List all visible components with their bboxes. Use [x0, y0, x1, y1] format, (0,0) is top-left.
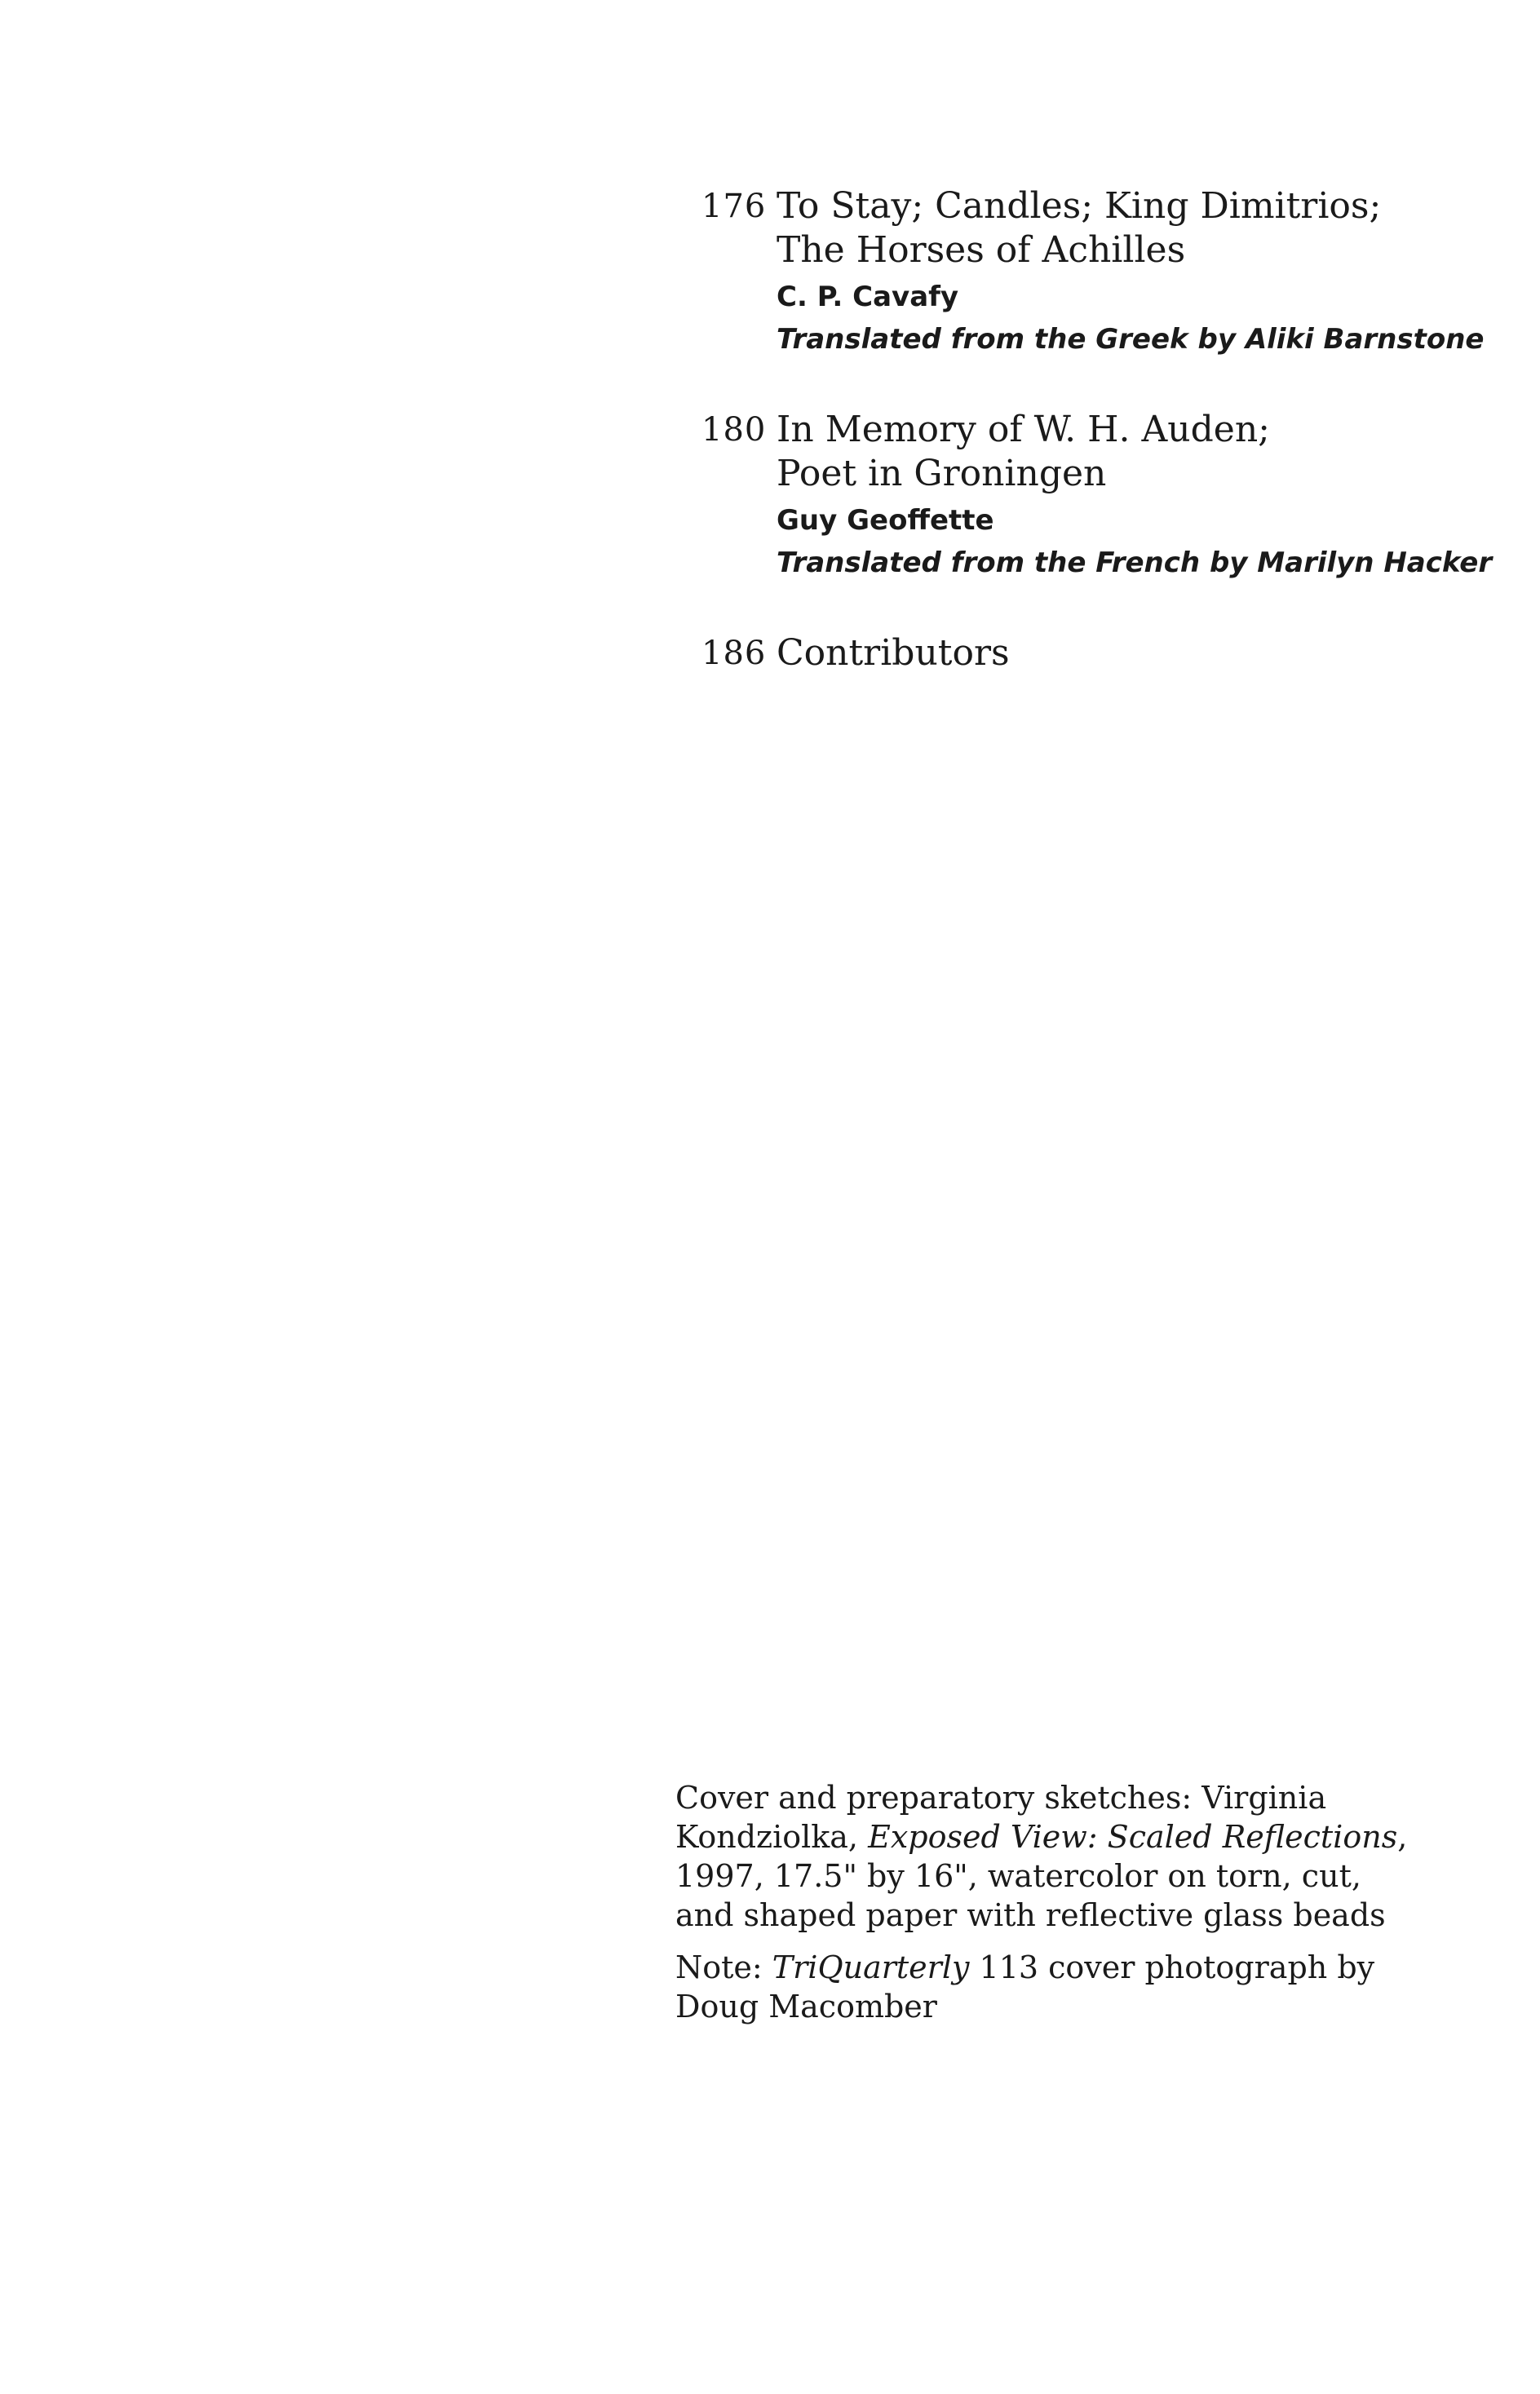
entry-title: The Horses of Achilles	[777, 229, 1186, 271]
note-suffix: 113 cover photograph by Doug Macomber	[675, 1949, 1375, 2025]
entry-translator: Translated from the French by Marilyn Hacker	[777, 547, 1493, 579]
entry-author: C. P. Cavafy	[777, 281, 959, 313]
entry-title: Contributors	[777, 632, 1010, 674]
entry-author: Guy Geoffette	[777, 504, 994, 537]
artwork-title: Exposed View: Scaled Reflections	[868, 1819, 1398, 1855]
entry-title: Poet in Groningen	[777, 453, 1107, 494]
toc-entry	[701, 184, 1485, 361]
cover-credits	[675, 1778, 1409, 2039]
note-paragraph	[675, 1948, 1409, 2026]
cover-credit-paragraph	[675, 1778, 1409, 1935]
cover-credit-prefix: Cover and preparatory sketches: Virginia Kondziolka,	[675, 1780, 1327, 1855]
toc-entry	[701, 631, 1485, 675]
entry-title: To Stay; Candles; King Dimitrios;	[777, 185, 1382, 227]
page-number: 180	[701, 411, 767, 449]
journal-title: TriQuarterly	[772, 1949, 970, 1985]
page-number: 186	[701, 635, 767, 672]
entry-title: In Memory of W. H. Auden;	[777, 409, 1270, 450]
entry-translator: Translated from the Greek by Aliki Barnstone	[777, 323, 1485, 356]
toc-entry	[701, 408, 1493, 584]
cover-credit-suffix: , 1997, 17.5" by 16", watercolor on torn, cut, and shaped paper with reflective glass beads	[675, 1819, 1408, 1933]
table-of-contents	[701, 184, 1493, 723]
page-number: 176	[701, 188, 767, 225]
note-prefix: Note:	[675, 1949, 772, 1985]
